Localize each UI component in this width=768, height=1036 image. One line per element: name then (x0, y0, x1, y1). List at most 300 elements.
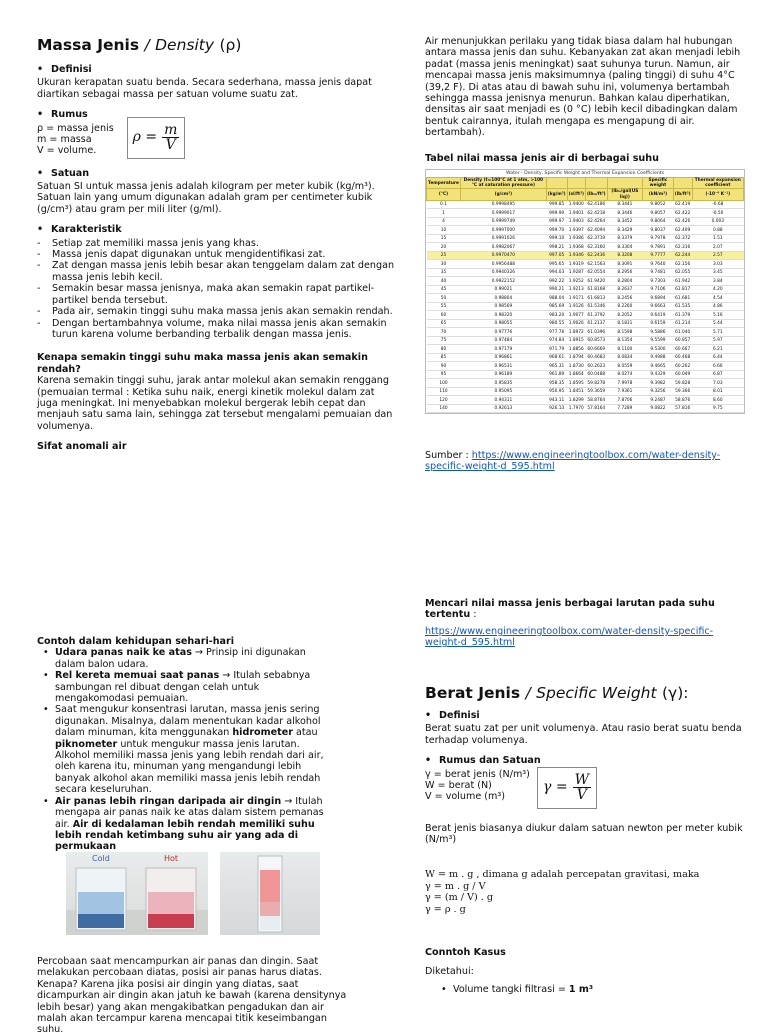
rumus-line: γ = berat jenis (N/m³) (425, 768, 530, 780)
table-cell: 61.2137 (587, 321, 606, 327)
table-row (427, 251, 744, 260)
table-cell: 59.8278 (587, 380, 606, 386)
table-cell: 1.8451 (568, 389, 584, 395)
table-cell: 4.20 (692, 285, 743, 294)
table-cell: 999.10 (546, 234, 567, 243)
table-row (427, 226, 744, 235)
table-unit-cell: (·10⁻⁴ K⁻¹) (692, 189, 743, 200)
table-cell: 0.9982067 (460, 243, 546, 252)
table-cell: 75 (427, 336, 461, 345)
table-cell: 1.7970 (568, 406, 584, 412)
contoh-bold: Rel kereta memuai saat panas (55, 670, 220, 682)
table-cell: 999.97 (546, 217, 567, 226)
berat-title-bold: Berat Jenis (425, 684, 521, 702)
table-row (427, 404, 744, 413)
table-cell: 61.681 (675, 295, 691, 301)
table-row (427, 268, 744, 277)
table-row (427, 200, 744, 209)
table-cell: 6.21 (692, 345, 743, 354)
diketahui-label: Diketahui: (425, 966, 474, 978)
table-cell: 5.97 (692, 336, 743, 345)
table-unit-cell: (sl/ft³) (567, 189, 585, 200)
mencari-link[interactable]: https://www.engineeringtoolbox.com/water-density-specific-weight-d_595.html (425, 625, 714, 649)
table-header-cell (673, 178, 692, 189)
table-cell: 120 (427, 396, 461, 405)
list-item: • Volume tangki filtrasi = 1 m³ (441, 983, 594, 995)
table-cell: 9.6663 (643, 302, 674, 311)
table-cell: 6.87 (692, 370, 743, 379)
table-cell: 61.8168 (587, 287, 606, 293)
table-cell: 65 (427, 319, 461, 328)
table-cell: 1 (427, 209, 461, 218)
table-cell: 950.95 (546, 387, 567, 396)
table-cell: 1.9213 (568, 287, 584, 293)
beakers-image (66, 852, 208, 935)
table-cell: 90 (427, 362, 461, 371)
contoh-bold: hidrometer (232, 727, 293, 739)
table-cell: 61.942 (675, 278, 691, 284)
mencari-heading: Mencari nilai massa jenis berbagai larutan pada suhu tertentu (425, 598, 715, 621)
cold-label: Cold (92, 854, 110, 863)
table-cell: 1.8595 (568, 380, 584, 386)
berat-definisi-text: Berat suatu zat per unit volumenya. Atau rasio berat suatu benda terhadap volumenya. (425, 723, 742, 746)
table-header-row (427, 178, 744, 189)
table-cell: 62.426 (675, 219, 691, 225)
table-cell: 5.71 (692, 328, 743, 337)
table-cell: 1.9171 (568, 295, 584, 301)
table-cell: 1.8664 (568, 372, 584, 378)
table-cell: 990.21 (546, 285, 567, 294)
table-cell: 8.3452 (607, 217, 642, 226)
table-cell: 61.535 (675, 304, 691, 310)
table-cell: 61.379 (675, 312, 691, 318)
table-cell: 60.667 (675, 346, 691, 352)
table-cell: 3.03 (692, 260, 743, 269)
contoh-text: untuk mengukur massa jenis larutan. Alkohol memiliki massa jenis yang lebih rendah dari air, oleh karena itu, minuman yang mengandungi lebih banyak alkohol akan memiliki massa jenis lebih rendah secara keseluruhan. (55, 738, 324, 796)
table-cell: 61.214 (675, 321, 691, 327)
table-row (427, 345, 744, 354)
sumber-section (425, 450, 745, 473)
table-cell: -0.68 (692, 200, 743, 209)
table-cell: 8.0274 (607, 370, 642, 379)
table-cell: 974.84 (546, 336, 567, 345)
table-row (427, 319, 744, 328)
table-cell: 0.97776 (460, 328, 546, 337)
table-row (427, 362, 744, 371)
table-cell: 62.4094 (587, 227, 606, 233)
right-column (425, 36, 745, 414)
contoh-section (37, 636, 337, 853)
table-cell: 9.8037 (643, 226, 674, 235)
table-cell: 62.4186 (587, 202, 606, 208)
table-cell: 7.7289 (607, 404, 642, 413)
table-header-cell (546, 178, 567, 189)
tabel-heading: Tabel nilai massa jenis air di berbagai suhu (425, 152, 659, 164)
density-formula (127, 117, 185, 159)
table-cell: 7.8706 (607, 396, 642, 405)
table-cell: 9.2487 (643, 396, 674, 405)
berat-title (425, 684, 745, 702)
table-row (427, 379, 744, 388)
list-item: - Massa jenis dapat digunakan untuk mengidentifikasi zat. (37, 249, 326, 261)
table-unit-cell: (kN/m³) (643, 189, 674, 200)
table-header-cell: Thermal expansion coefficient (692, 178, 743, 189)
formula-denominator: V (576, 787, 587, 804)
table-cell: 0.9991026 (460, 234, 546, 243)
berat-definisi-heading: • Definisi (425, 710, 480, 721)
rumus-legend (37, 123, 127, 157)
table-cell: 0.97484 (460, 336, 546, 345)
table-cell: 0.96189 (460, 370, 546, 379)
table-cell: -0.50 (692, 209, 743, 218)
table-unit-cell: (lbₘ/ft³) (585, 189, 607, 200)
table-cell: 961.89 (546, 370, 567, 379)
table-cell: 6.44 (692, 353, 743, 362)
table-cell: 61.9420 (587, 278, 606, 284)
list-item-text: Setiap zat memiliki massa jenis yang khas. (52, 237, 259, 249)
contoh-bold: Udara panas naik ke atas (55, 647, 192, 659)
contoh-text: Prinsip ini digunakan dalam balon udara. (55, 647, 306, 670)
table-cell: 15 (427, 234, 461, 243)
table-cell: 35 (427, 268, 461, 277)
table-cell: 25 (427, 251, 461, 260)
table-cell: 62.244 (675, 253, 691, 259)
table-row (427, 396, 744, 405)
table-cell: 60.262 (675, 363, 691, 369)
table-cell: 998.21 (546, 243, 567, 252)
hot-label: Hot (164, 854, 179, 863)
table-cell: 4.54 (692, 294, 743, 303)
table-cell: 50 (427, 294, 461, 303)
berat-rumus-heading-text: Rumus dan Satuan (439, 755, 541, 767)
definisi-text: Ukuran kerapatan suatu benda. Secara sederhana, massa jenis dapat diartikan sebagai massa per satuan volume suatu zat. (37, 77, 372, 100)
cylinder-image (220, 852, 320, 935)
table-row (427, 353, 744, 362)
table-cell: 0.95835 (460, 379, 546, 388)
list-item-text: Massa jenis dapat digunakan untuk mengidentifikasi zat. (52, 249, 326, 261)
kasus-heading: Conntoh Kasus (425, 947, 506, 959)
rumus-line: ρ = massa jenis (37, 122, 114, 134)
list-item: • Air panas lebih ringan daripada air dingin → Itulah mengapa air panas naik ke atas dalam sistem pemanas air. Air di kedalaman lebih rendah memiliki suhu lebih rendah ketimbang suhu air yang ada di permukaan (43, 795, 324, 853)
table-cell: 1.9126 (568, 304, 584, 310)
table-header-cell (585, 178, 607, 189)
table-cell: 9.8064 (643, 217, 674, 226)
berat-title-sep: / (525, 684, 531, 702)
table-cell: 9.8052 (643, 200, 674, 209)
table-cell: 1.9397 (568, 227, 584, 233)
table-cell: 983.20 (546, 311, 567, 320)
table-cell: 61.3792 (587, 312, 606, 318)
table-cell: 1.8972 (568, 329, 584, 335)
table-cell: 1.9077 (568, 312, 584, 318)
table-cell: 985.69 (546, 302, 567, 311)
table-cell: 997.05 (546, 251, 567, 260)
table-cell: 1.9386 (568, 236, 584, 242)
table-cell: 1.8299 (568, 397, 584, 403)
table-cell: 9.7481 (643, 268, 674, 277)
table-cell: 57.816 (675, 406, 691, 412)
table-cell: 60.8573 (587, 338, 606, 344)
table-cell: 9.75 (692, 404, 743, 413)
table-cell: 0.9940326 (460, 268, 546, 277)
table-cell: 62.055 (675, 270, 691, 276)
table-title: Water - Density, Specific Weight and Thermal Expansion Coefficients (506, 171, 664, 177)
table-row (427, 336, 744, 345)
formula-lhs: γ = (543, 778, 568, 795)
table-cell: 7.9361 (607, 387, 642, 396)
table-cell: 0.9999749 (460, 217, 546, 226)
list-item: • Saat mengukur konsentrasi larutan, massa jenis sering digunakan. Misalnya, dalam menentukan kadar alkohol dalam minuman, kita menggunakan hidrometer atau piknometer untuk mengukur massa jenis larutan. Alkohol memiliki massa jenis yang lebih rendah dari air, oleh karena itu, minuman yang mengandungi lebih banyak alkohol akan memiliki massa jenis lebih rendah secara keseluruhan. (43, 704, 324, 796)
table-cell: 40 (427, 277, 461, 286)
contoh-text: atau (292, 727, 318, 739)
table-cell: 62.419 (675, 202, 691, 208)
table-cell: 61.0396 (587, 329, 606, 335)
table-cell: 0.96531 (460, 362, 546, 371)
specific-weight-formula (537, 767, 597, 809)
table-cell: 8.3446 (607, 209, 642, 218)
table-cell: 60.0488 (587, 372, 606, 378)
berat-title-symbol: (γ): (661, 684, 689, 702)
table-cell: 61.5346 (587, 304, 606, 310)
table-cell: 8.2637 (607, 285, 642, 294)
satuan-heading: • Satuan (37, 167, 90, 179)
table-cell: 9.5886 (643, 328, 674, 337)
table-header-cell (567, 178, 585, 189)
rumus-line: V = volume (m³) (425, 791, 505, 803)
table-cell: 2.07 (692, 243, 743, 252)
table-cell: 8.2956 (607, 268, 642, 277)
table-cell: 61.040 (675, 329, 691, 335)
formula-fraction (162, 123, 179, 152)
berat-satuan-text: Berat jenis biasanya diukur dalam satuan newton per meter kubik (N/m³) (425, 822, 743, 846)
kenapa-text: Karena semakin tinggi suhu, jarak antar molekul akan semakin renggang (pemuaian termal : Ketika suhu naik, energi kinetik molekul dalam zat juga meningkat. Ini menyebabkan molekul bergerak lebih cepat dan menjauh satu sama lain, sehingga zat tersebut mengalami pemuaian dan volumenya. (37, 375, 393, 432)
table-unit-cell: (lb/ft³) (673, 189, 692, 200)
table-cell: 9.6894 (643, 294, 674, 303)
cylinder-photo (220, 852, 320, 935)
table-cell: 60.049 (675, 372, 691, 378)
table-cell: 8.3379 (607, 234, 642, 243)
table-cell: 9.6419 (643, 311, 674, 320)
table-cell: 0.9999017 (460, 209, 546, 218)
table-cell: 20 (427, 243, 461, 252)
table-cell: 59.366 (675, 389, 691, 395)
table-cell: 8.3091 (607, 260, 642, 269)
table-row (427, 217, 744, 226)
table-header-cell (607, 178, 642, 189)
formula-lhs: ρ = (132, 128, 158, 145)
table-cell: 943.11 (546, 396, 567, 405)
table-cell: 55 (427, 302, 461, 311)
table-cell: 45 (427, 285, 461, 294)
table-row (427, 370, 744, 379)
table-cell: 5.16 (692, 311, 743, 320)
sumber-link[interactable]: https://www.engineeringtoolbox.com/water-density-specific-weight-d_595.html (425, 450, 721, 473)
definisi-heading: • Definisi (37, 64, 92, 75)
table-cell: 0.98569 (460, 302, 546, 311)
table-cell: 59.3659 (587, 389, 606, 395)
table-row (427, 209, 744, 218)
list-item: - Semakin besar massa jenisnya, maka akan semakin rapat partikel-partikel benda tersebut. (37, 283, 397, 306)
density-table-image (425, 169, 745, 414)
table-cell: 8.2804 (607, 277, 642, 286)
derivation-line: γ = ρ . g (425, 903, 466, 915)
table-row (427, 243, 744, 252)
rumus-line: V = volume. (37, 145, 97, 157)
table-cell: 62.316 (675, 244, 691, 250)
table-cell: 0.9998495 (460, 200, 546, 209)
volume-label: Volume tangki filtrasi = (453, 983, 569, 995)
table-cell: 8.3208 (607, 251, 642, 260)
table-cell: 8.01 (692, 387, 743, 396)
list-item-text: Zat dengan massa jenis lebih besar akan tenggelam dalam zat dengan massa jenis lebih kecil. (52, 260, 395, 283)
formula-numerator: W (574, 772, 589, 789)
table-cell: 0.95095 (460, 387, 546, 396)
table-cell: 8.3304 (607, 243, 642, 252)
table-cell: 0.99021 (460, 285, 546, 294)
table-cell: 8.3429 (607, 226, 642, 235)
table-cell: 80 (427, 345, 461, 354)
contoh-bold: piknometer (55, 738, 118, 750)
table-cell: 8.1354 (607, 336, 642, 345)
density-table (426, 177, 744, 413)
mencari-section (425, 598, 745, 649)
table-cell: 0.9997000 (460, 226, 546, 235)
table-cell: 0.94311 (460, 396, 546, 405)
table-body (427, 200, 744, 413)
table-cell: 62.372 (675, 236, 691, 242)
table-cell: 62.4218 (587, 210, 606, 216)
table-cell: 0.9922152 (460, 277, 546, 286)
table-cell: 62.3160 (587, 244, 606, 250)
title-sep: / (144, 36, 150, 54)
table-cell: 0.9956488 (460, 260, 546, 269)
table-cell: 0.9970470 (460, 251, 546, 260)
table-cell: 61.6813 (587, 295, 606, 301)
sumber-label: Sumber : (425, 450, 472, 461)
arrow: → (281, 795, 296, 807)
table-row (427, 302, 744, 311)
table-cell: 965.31 (546, 362, 567, 371)
table-cell: 62.156 (675, 261, 691, 267)
table-cell: 980.55 (546, 319, 567, 328)
table-row (427, 294, 744, 303)
table-cell: 994.03 (546, 268, 567, 277)
table-cell: 60.857 (675, 338, 691, 344)
table-cell: 9.7640 (643, 260, 674, 269)
table-cell: 992.22 (546, 277, 567, 286)
karakteristik-list (37, 238, 397, 341)
satuan-heading-text: Satuan (51, 167, 90, 179)
table-cell: 1.9252 (568, 278, 584, 284)
table-cell: 9.7777 (643, 251, 674, 260)
table-cell: 1.8794 (568, 355, 584, 361)
berat-rumus-block (425, 769, 745, 809)
table-cell: 85 (427, 353, 461, 362)
table-cell: 1.9400 (568, 202, 584, 208)
rumus-line: W = berat (N) (425, 780, 492, 792)
table-cell: 9.7978 (643, 234, 674, 243)
table-cell: 8.0834 (607, 353, 642, 362)
table-cell: 0.003 (692, 217, 743, 226)
table-cell: 0.88 (692, 226, 743, 235)
table-cell: 62.4264 (587, 219, 606, 225)
table-cell: 9.7106 (643, 285, 674, 294)
table-cell: 8.2260 (607, 302, 642, 311)
rumus-heading-text: Rumus (51, 109, 88, 121)
derivation-line: γ = (m / V) . g (425, 892, 494, 904)
derivation-line: W = m . g , dimana g adalah percepatan gravitasi, maka (425, 869, 700, 881)
table-cell: 9.8057 (643, 209, 674, 218)
table-cell: 60.468 (675, 355, 691, 361)
table-unit-cell: (kg/m³) (546, 189, 567, 200)
list-item: • Rel kereta memuai saat panas → Itulah sebabnya sambungan rel dibuat dengan celah untuk mengakomodasi pemuaian. (43, 670, 311, 705)
table-cell: 60.4683 (587, 355, 606, 361)
table-cell: 7.9978 (607, 379, 642, 388)
table-cell: 3.45 (692, 268, 743, 277)
table-cell: 971.79 (546, 345, 567, 354)
table-cell: 60.6669 (587, 346, 606, 352)
table-cell: 4.86 (692, 302, 743, 311)
table-cell: 59.828 (675, 380, 691, 386)
table-cell: 8.3441 (607, 200, 642, 209)
table-cell: 6.66 (692, 362, 743, 371)
table-unit-cell: (°C) (427, 189, 461, 200)
table-cell: 10 (427, 226, 461, 235)
table-cell: 1.9401 (568, 210, 584, 216)
table-cell: 62.409 (675, 227, 691, 233)
table-cell: 1.9287 (568, 270, 584, 276)
table-cell: 62.0554 (587, 270, 606, 276)
list-item: - Zat dengan massa jenis lebih besar akan tenggelam dalam zat dengan massa jenis lebih kecil. (37, 260, 397, 283)
table-cell: 0.98320 (460, 311, 546, 320)
table-row (427, 387, 744, 396)
table-cell: 8.1598 (607, 328, 642, 337)
berat-title-italic: Specific Weight (536, 684, 657, 702)
contoh-bold: Air di kedalaman lebih rendah memiliki suhu lebih rendah ketimbang suhu air yang ada di permukaan (55, 818, 315, 853)
table-cell: 8.2052 (607, 311, 642, 320)
table-cell: 7.03 (692, 379, 743, 388)
left-column (37, 36, 397, 453)
table-cell: 999.70 (546, 226, 567, 235)
title-symbol: (ρ) (219, 36, 242, 54)
table-cell: 9.3982 (643, 379, 674, 388)
list-item: • Udara panas naik ke atas → Prinsip ini digunakan dalam balon udara. (43, 647, 306, 670)
table-cell: 57.8164 (587, 406, 606, 412)
list-item: - Dengan bertambahnya volume, maka nilai massa jenis akan semakin turun karena volume berbanding terbalik dengan massa jenis. (37, 318, 397, 341)
table-cell: 1.9319 (568, 261, 584, 267)
table-row (427, 311, 744, 320)
list-item: - Pada air, semakin tinggi suhu maka massa jenis akan semakin rendah. (37, 306, 393, 318)
table-cell: 95 (427, 370, 461, 379)
table-unit-cell: (lbₘ/gal(US liq)) (607, 189, 642, 200)
rumus-line: m = massa (37, 134, 92, 146)
table-cell: 61.817 (675, 287, 691, 293)
table-cell: 140 (427, 404, 461, 413)
table-cell: 9.0822 (643, 404, 674, 413)
title-bold: Massa Jenis (37, 36, 140, 54)
table-cell: 100 (427, 379, 461, 388)
karakteristik-heading-text: Karakteristik (51, 224, 122, 236)
table-cell: 999.85 (546, 200, 567, 209)
table-cell: 9.4665 (643, 362, 674, 371)
table-cell: 62.3719 (587, 236, 606, 242)
berat-definisi-heading-text: Definisi (439, 710, 480, 721)
table-row (427, 328, 744, 337)
list-item-text: Pada air, semakin tinggi suhu maka massa jenis akan semakin rendah. (52, 306, 393, 318)
formula-fraction (573, 773, 591, 802)
berat-rumus-legend (425, 769, 537, 803)
mencari-colon: : (470, 609, 477, 621)
